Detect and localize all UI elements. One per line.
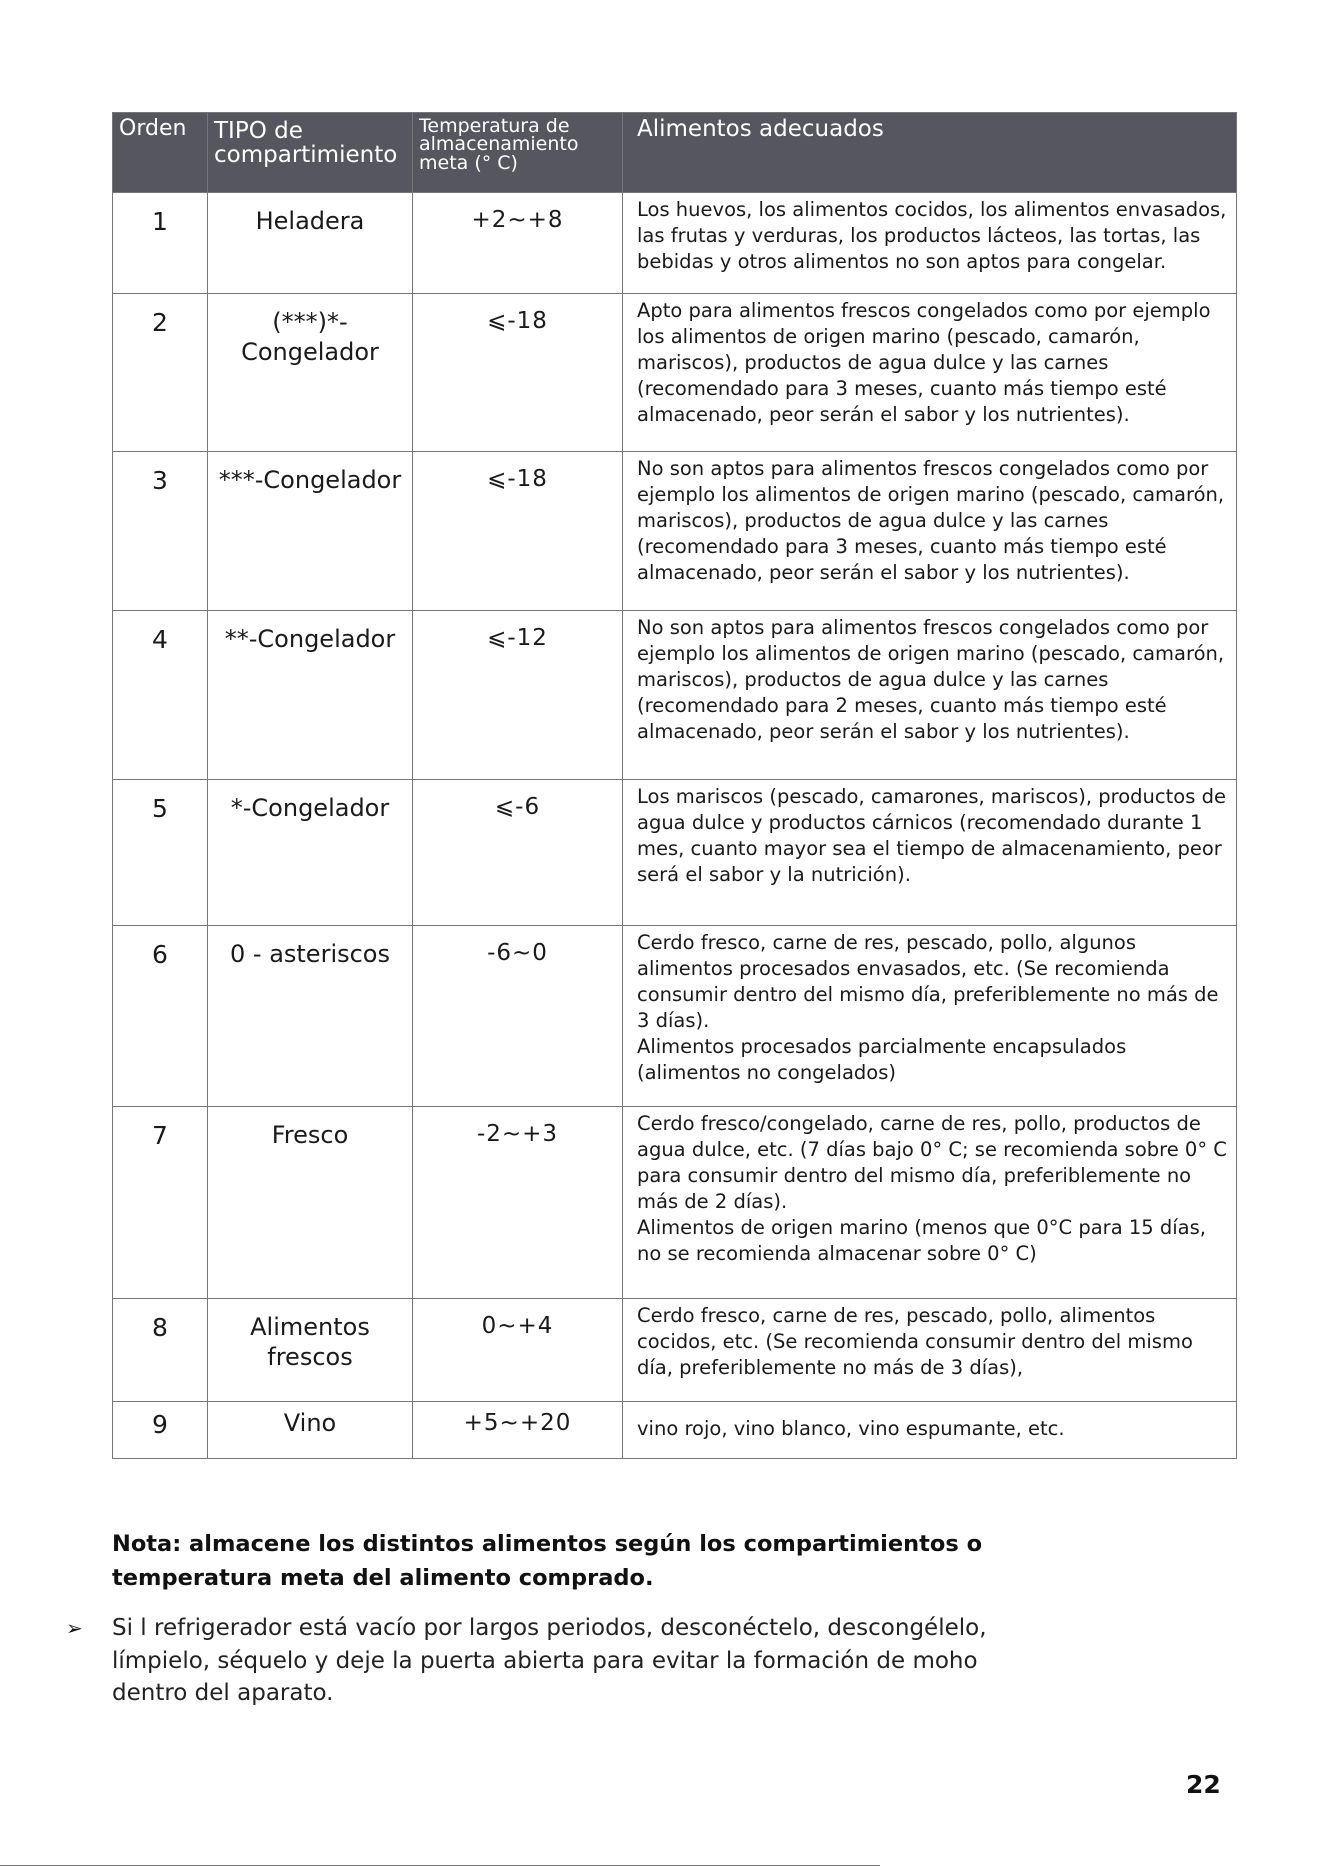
header-temp-line-3: meta (° C) — [419, 151, 518, 174]
row-number: 5 — [113, 780, 208, 926]
instruction-line-2: límpielo, séquelo y deje la puerta abierta para evitar la formación de moho — [112, 1647, 978, 1674]
compartment-type: Fresco — [208, 1107, 413, 1299]
table-row — [113, 611, 1237, 780]
row-number: 8 — [113, 1299, 208, 1402]
compartment-type: (***)*- Congelador — [208, 294, 413, 452]
suitable-foods: Los mariscos (pescado, camarones, mariscos), productos de agua dulce y productos cárnicos (recomendado durante 1 mes, cuanto mayor sea el tiempo de almacenamiento, peor será el sabor y la nutrición). — [623, 780, 1237, 926]
table-row — [113, 780, 1237, 926]
table-row — [113, 294, 1237, 452]
row-number: 4 — [113, 611, 208, 780]
header-tipo — [208, 113, 413, 193]
compartment-type: Heladera — [208, 193, 413, 294]
target-temperature: -2~+3 — [413, 1107, 623, 1299]
target-temperature: 0~+4 — [413, 1299, 623, 1402]
note-line-1: Nota: almacene los distintos alimentos según los compartimientos o — [112, 1531, 983, 1557]
suitable-foods: No son aptos para alimentos frescos congelados como por ejemplo los alimentos de origen marino (pescado, camarón, mariscos), productos de agua dulce y las carnes (recomendado para 2 meses, cuanto más tiempo esté almacenado, peor serán el sabor y los nutrientes). — [623, 611, 1237, 780]
target-temperature: +2~+8 — [413, 193, 623, 294]
compartment-type: **-Congelador — [208, 611, 413, 780]
row-number: 2 — [113, 294, 208, 452]
header-temp-line-1: Temperatura de — [419, 115, 570, 137]
table-header-row — [113, 113, 1237, 193]
suitable-foods: Cerdo fresco, carne de res, pescado, pollo, algunos alimentos procesados envasados, etc. (Se recomienda consumir dentro del mismo día, preferiblemente no más de 3 días). Alimentos procesados parcialmente encapsulados (alimentos no congelados) — [623, 926, 1237, 1107]
target-temperature: +5~+20 — [413, 1402, 623, 1459]
compartment-type: *-Congelador — [208, 780, 413, 926]
instruction-line-1: Si l refrigerador está vacío por largos periodos, desconéctelo, descongélelo, — [112, 1615, 987, 1641]
target-temperature: -6~0 — [413, 926, 623, 1107]
footer-divider — [0, 1865, 880, 1866]
note-line-2: temperatura meta del alimento comprado. — [112, 1564, 654, 1591]
target-temperature: ⩽-12 — [413, 611, 623, 780]
table-row — [113, 1402, 1237, 1459]
suitable-foods: Los huevos, los alimentos cocidos, los alimentos envasados, las frutas y verduras, los productos lácteos, las tortas, las bebidas y otros alimentos no son aptos para congelar. — [623, 193, 1237, 294]
instruction-text — [112, 1612, 1102, 1710]
table-row — [113, 452, 1237, 611]
storage-note — [112, 1528, 1112, 1596]
suitable-foods: Apto para alimentos frescos congelados como por ejemplo los alimentos de origen marino (pescado, camarón, mariscos), productos de agua dulce y las carnes (recomendado para 3 meses, cuanto más tiempo esté almacenado, peor serán el sabor y los nutrientes). — [623, 294, 1237, 452]
table-row — [113, 1107, 1237, 1299]
header-tipo-line-2: compartimiento — [214, 142, 398, 169]
target-temperature: ⩽-18 — [413, 294, 623, 452]
suitable-foods: No son aptos para alimentos frescos congelados como por ejemplo los alimentos de origen marino (pescado, camarón, mariscos), productos de agua dulce y las carnes (recomendado para 3 meses, cuanto más tiempo esté almacenado, peor serán el sabor y los nutrientes). — [623, 452, 1237, 611]
header-alimentos: Alimentos adecuados — [623, 113, 1237, 193]
suitable-foods: vino rojo, vino blanco, vino espumante, etc. — [623, 1402, 1237, 1459]
row-number: 6 — [113, 926, 208, 1107]
target-temperature: ⩽-18 — [413, 452, 623, 611]
suitable-foods: Cerdo fresco/congelado, carne de res, pollo, productos de agua dulce, etc. (7 días bajo 0° C; se recomienda sobre 0° C para consumir dentro del mismo día, preferiblemente no más de 2 días). Alimentos de origen marino (menos que 0°C para 15 días, no se recomienda almacenar sobre 0° C) — [623, 1107, 1237, 1299]
target-temperature: ⩽-6 — [413, 780, 623, 926]
suitable-foods: Cerdo fresco, carne de res, pescado, pollo, alimentos cocidos, etc. (Se recomienda consumir dentro del mismo día, preferiblemente no más de 3 días), — [623, 1299, 1237, 1402]
row-number: 3 — [113, 452, 208, 611]
page-number: 22 — [1186, 1770, 1221, 1799]
instruction-line-3: dentro del aparato. — [112, 1680, 334, 1707]
row-number: 7 — [113, 1107, 208, 1299]
row-number: 9 — [113, 1402, 208, 1459]
header-orden: Orden — [113, 113, 208, 193]
arrowhead-bullet-icon: ➢ — [66, 1616, 83, 1640]
table-row — [113, 193, 1237, 294]
header-temperatura — [413, 113, 623, 193]
storage-table — [112, 112, 1237, 1459]
compartment-type: Alimentos frescos — [208, 1299, 413, 1402]
header-temp-line-2: almacenamiento — [419, 133, 579, 156]
header-tipo-line-1: TIPO de — [214, 118, 303, 144]
table-row — [113, 926, 1237, 1107]
compartment-type: Vino — [208, 1402, 413, 1459]
row-number: 1 — [113, 193, 208, 294]
compartment-type: ***-Congelador — [208, 452, 413, 611]
compartment-type: 0 - asteriscos — [208, 926, 413, 1107]
table-row — [113, 1299, 1237, 1402]
